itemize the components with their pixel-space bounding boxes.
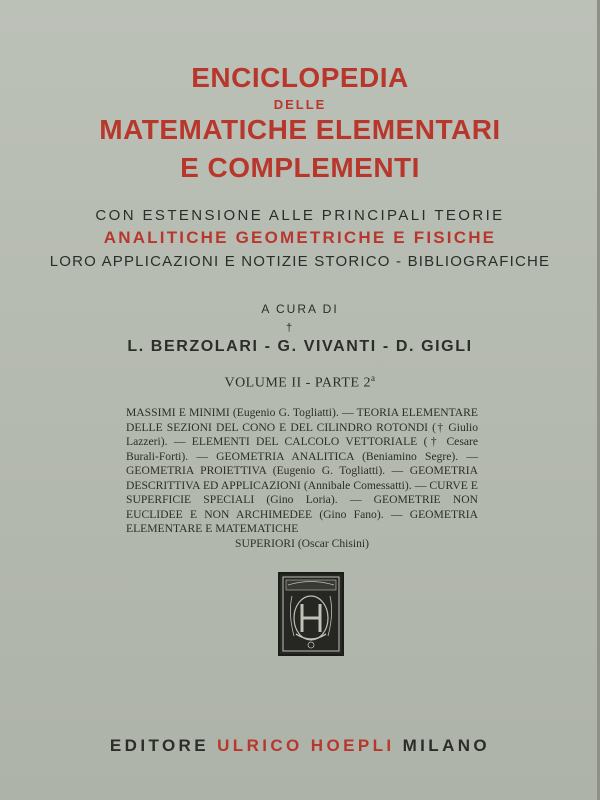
volume-label <box>0 373 600 392</box>
publisher-line <box>0 736 600 756</box>
title-line-4: E COMPLEMENTI <box>180 152 420 183</box>
editors-label: A CURA DI <box>261 302 339 316</box>
publisher-name: ULRICO HOEPLI <box>217 736 395 755</box>
volume-text: VOLUME II - PARTE 2 <box>224 375 372 391</box>
subtitle-line-2: ANALITICHE GEOMETRICHE E FISICHE <box>103 228 497 247</box>
dagger-mark: † <box>286 322 293 334</box>
publisher-city: MILANO <box>402 736 491 755</box>
editors-names: L. BERZOLARI - G. VIVANTI - D. GIGLI <box>127 338 473 355</box>
subtitle-line-3: LORO APPLICAZIONI E NOTIZIE STORICO - BIBLIOGRAFICHE <box>49 253 551 270</box>
contents-body: MASSIMI E MINIMI (Eugenio G. Togliatti). — TEORIA ELEMENTARE DELLE SEZIONI DEL CONO E DEL CILINDRO ROTONDI († Giulio Lazzeri). — ELEMENTI DEL CALCOLO VETTORIALE († Cesare Burali-Forti). — GEOMETRIA ANALITICA (Beniamino Segre). — GEOMETRIA PROIETTIVA (Eugenio G. Togliatti). — GEOMETRIA DESCRITTIVA ED APPLICAZIONI (Annibale Comessatti). — CURVE E SUPERFICIE SPECIALI (Gino Loria). — GEOMETRIE NON EUCLIDEE E NON ARCHIMEDEE (Gino Fano). — GEOMETRIA ELEMENTARE E MATEMATICHE <box>126 406 478 535</box>
title-line-3: MATEMATICHE ELEMENTARI <box>99 114 501 145</box>
printer-mark-drawing <box>280 574 342 654</box>
contents-last-line: SUPERIORI (Oscar Chisini) <box>235 536 369 550</box>
subtitle-line-1: CON ESTENSIONE ALLE PRINCIPALI TEORIE <box>95 207 505 224</box>
publisher-prefix: EDITORE <box>109 736 209 755</box>
volume-superscript: a <box>371 373 376 383</box>
hoepli-printer-mark-emblem-icon <box>278 572 344 656</box>
title-line-2: DELLE <box>273 97 327 112</box>
title-line-1: ENCICLOPEDIA <box>191 62 409 93</box>
contents-list <box>126 406 478 551</box>
